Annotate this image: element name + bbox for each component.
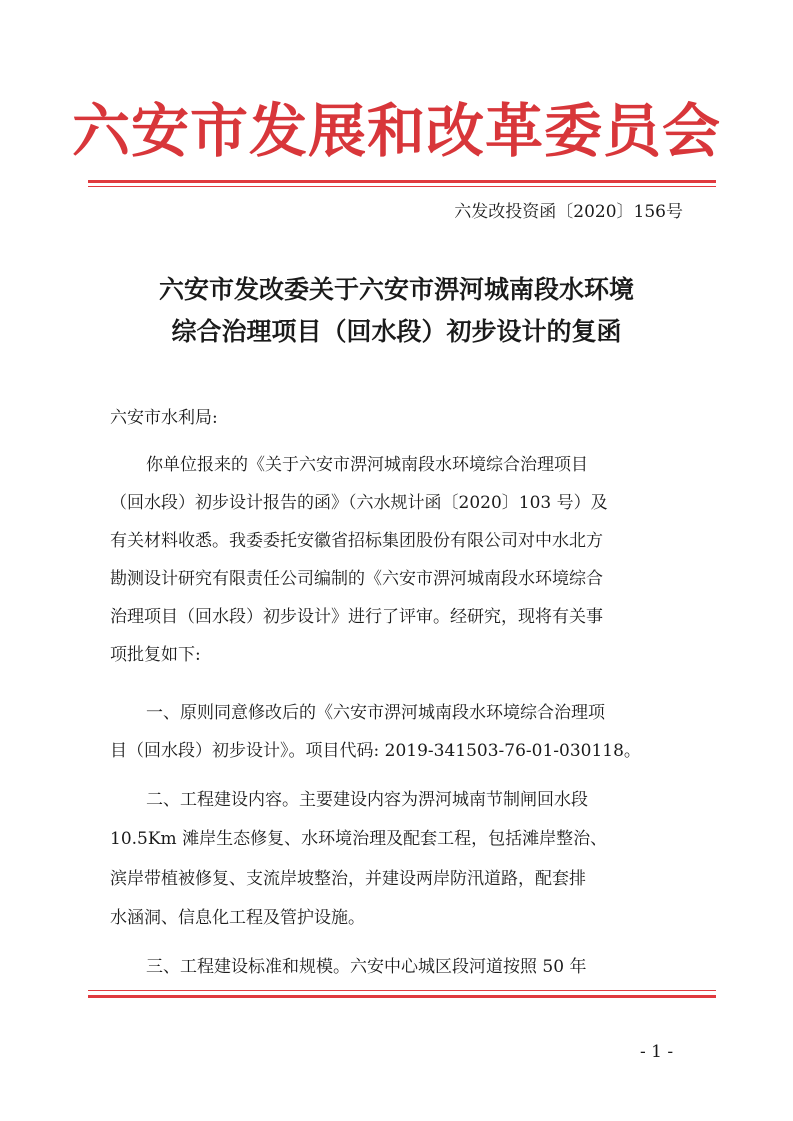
page-number: - 1 - (640, 1042, 674, 1062)
paragraph-1-line: 有关材料收悉。我委委托安徽省招标集团股份有限公司对中水北方 (110, 531, 603, 551)
footer-red-rule-thin (88, 990, 716, 991)
paragraph-1-line: 你单位报来的《关于六安市淠河城南段水环境综合治理项目 (146, 455, 588, 475)
paragraph-3-line: 水涵洞、信息化工程及管护设施。 (110, 908, 365, 928)
paragraph-1-line: 治理项目（回水段）初步设计》进行了评审。经研究，现将有关事 (110, 607, 603, 627)
paragraph-2-line: 目（回水段）初步设计》。项目代码: 2019-341503-76-01-030118。 (110, 741, 641, 761)
paragraph-2-line: 一、原则同意修改后的《六安市淠河城南段水环境综合治理项 (146, 703, 605, 723)
footer-red-rule-thick (88, 995, 716, 998)
paragraph-3-line: 10.5Km 滩岸生态修复、水环境治理及配套工程，包括滩岸整治、 (110, 829, 608, 849)
letterhead-org-name: 六安市发展和改革委员会 (71, 97, 721, 165)
paragraph-1-line: （回水段）初步设计报告的函》（六水规计函〔2020〕103 号）及 (110, 493, 608, 513)
paragraph-3-line: 滨岸带植被修复、支流岸坡整治，并建设两岸防汛道路，配套排 (110, 869, 586, 889)
paragraph-4-line: 三、工程建设标准和规模。六安中心城区段河道按照 50 年 (146, 957, 587, 977)
letterhead-red-rule-thin (88, 186, 716, 187)
title-line-2: 综合治理项目（回水段）初步设计的复函 (171, 317, 622, 346)
paragraph-1-line: 勘测设计研究有限责任公司编制的《六安市淠河城南段水环境综合 (110, 569, 603, 589)
letterhead-red-rule-thick (88, 180, 716, 183)
paragraph-3-line: 二、工程建设内容。主要建设内容为淠河城南节制闸回水段 (146, 790, 588, 810)
document-number: 六发改投资函〔2020〕156号 (454, 202, 683, 222)
paragraph-1-line: 项批复如下: (110, 645, 201, 665)
title-line-1: 六安市发改委关于六安市淠河城南段水环境 (158, 275, 634, 304)
salutation: 六安市水利局: (110, 408, 218, 428)
